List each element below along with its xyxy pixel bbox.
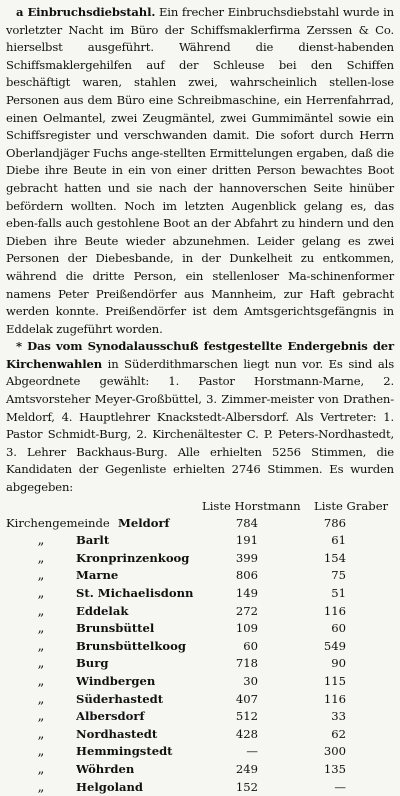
article-burglary-body: Ein frecher Einbruchsdiebstahl wurde in vorletzter Nacht im Büro der Schiffsmaklerfirma Zerssen & Co. hierselbst ausgeführt. Während die dienst-habenden Schiffsmaklergehilfen auf der Schleuse bei den Schiffen beschäftigt waren, stahlen zwei, wahrscheinlich stellen-lose Personen aus dem Büro eine Schreibmaschine, ein Herrenfahrrad, einen Oelmantel, zwei Zeugmäntel, zwei Gummimäntel sowie ein Schiffsregister und verschwanden damit. Die sofort durch Herrn Oberlandjäger Fuchs ange-stellten Ermittelungen ergaben, daß die Diebe ihre Beute in ein von einer dritten Person bewachtes Boot gebracht hatten und sie nach der hannoverschen Seite hinüber befördern wollten. Noch im letzten Augenblick gelang es, das eben-falls auch gestohlene Boot an der Abfahrt zu hindern und den Dieben ihre Beute wieder abzunehmen. Leider gelang es zwei Personen der Diebesbande, in der Dunkelheit zu entkommen, während die dritte Person, ein stellenloser Ma-schinenformer namens Peter Preißendörfer aus Mannheim, zur Haft gebracht werden konnte. Preißendörfer ist dem Amtsgerichtsgefängnis in Eddelak zugeführt worden. [6,5,394,336]
table-row [6,655,394,673]
table-row [6,567,394,585]
ditto-mark: „ [37,656,45,672]
ditto-mark: „ [37,761,45,777]
votes-graber: 116 [323,603,346,618]
ditto-mark: „ [37,709,45,725]
ditto-mark: „ [37,726,45,742]
article-burglary-headline: a Einbruchsdiebstahl. [16,5,156,19]
table-row [6,726,394,744]
parish-name: Meldorf [118,515,170,530]
table-row [6,638,394,656]
parish-name: St. Michaelisdonn [76,586,194,600]
votes-horstmann: 30 [243,673,258,688]
votes-horstmann: 272 [235,603,258,618]
table-row [6,779,394,796]
article-church-election-body: in Süderdithmarschen liegt nun vor. Es sind als Abgeordnete gewählt: 1. Pastor Horstmann-Marne, 2. Amtsvorsteher Meyer-Großbüttel, 3. Zimmer-meister von Drathen-Meldorf, 4. Hauptlehrer Knackstedt-Albersdorf. Als Vertreter: 1. Pastor Schmidt-Burg, 2. Kirchenältester C. P. Peters-Nordhastedt, 3. Lehrer Backhaus-Burg. Alle erhielten 5256 Stimmen, die Kandidaten der Gegenliste erhielten 2746 Stimmen. Es wurden abgegeben: [6,356,394,495]
ditto-mark: „ [37,621,45,637]
table-row [6,691,394,709]
ditto-mark: „ [37,638,45,654]
votes-horstmann: 407 [235,691,258,706]
article-church-election-headline: * Das vom Synodalausschuß festgestellte Endergebnis der Kirchenwahlen [6,339,394,371]
table-row [6,743,394,761]
table-row [6,708,394,726]
votes-graber: 115 [323,673,346,688]
article-church-election [6,338,394,496]
votes-graber: 116 [323,691,346,706]
parish-name: Burg [76,656,109,671]
ditto-mark: „ [37,691,45,707]
row-label: Kirchengemeinde [6,515,110,530]
table-row [6,515,394,533]
table-row [6,761,394,779]
votes-horstmann: 806 [235,568,258,583]
header-liste-graber: Liste Graber [314,498,389,513]
header-liste-horstmann: Liste Horstmann [202,498,301,513]
ditto-mark: „ [37,533,45,549]
parish-name: Helgoland [76,779,144,794]
votes-graber: 90 [331,656,346,671]
votes-graber: — [334,779,346,794]
votes-graber: 786 [323,515,346,530]
table-row [6,585,394,603]
votes-graber: 300 [323,744,346,759]
votes-horstmann: 149 [235,586,258,600]
parish-name: Albersdorf [76,709,145,724]
ditto-mark: „ [37,603,45,619]
votes-graber: 60 [331,621,346,636]
votes-horstmann: 399 [235,550,258,565]
article-burglary [6,4,394,338]
parish-name: Wöhrden [76,761,135,776]
votes-graber: 135 [323,761,346,776]
votes-horstmann: 191 [235,533,258,548]
ditto-mark: „ [37,673,45,689]
votes-horstmann: 512 [235,709,258,724]
table-row [6,532,394,550]
votes-horstmann: 428 [235,726,258,741]
parish-name: Marne [76,568,119,583]
ditto-mark: „ [37,744,45,760]
parish-name: Brunsbüttelkoog [76,638,186,653]
votes-horstmann: 718 [235,656,258,671]
votes-graber: 62 [331,726,346,741]
votes-graber: 51 [331,586,346,600]
ditto-mark: „ [37,779,45,795]
parish-name: Nordhastedt [76,726,158,741]
parish-name: Windbergen [76,673,156,688]
votes-graber: 33 [331,709,346,724]
parish-name: Barlt [76,533,110,548]
parish-name: Eddelak [76,603,129,618]
votes-horstmann: 152 [235,779,258,794]
table-row [6,620,394,638]
parish-name: Kronprinzenkoog [76,550,190,565]
ditto-mark: „ [37,568,45,584]
table-row [6,603,394,621]
votes-horstmann: 784 [235,515,258,530]
votes-horstmann: 109 [235,621,258,636]
votes-horstmann: 60 [243,638,258,653]
parish-name: Hemmingstedt [76,744,173,759]
parish-name: Brunsbüttel [76,621,155,636]
votes-horstmann: 249 [235,761,258,776]
parish-name: Süderhastedt [76,691,164,706]
votes-graber: 154 [323,550,346,565]
election-results-table [6,498,394,796]
table-row [6,550,394,568]
table-row [6,673,394,691]
votes-graber: 61 [331,533,346,548]
votes-horstmann: — [246,744,258,759]
ditto-mark: „ [37,550,45,566]
votes-graber: 549 [323,638,346,653]
ditto-mark: „ [37,586,45,601]
results-header-row [6,498,394,515]
votes-graber: 75 [331,568,346,583]
